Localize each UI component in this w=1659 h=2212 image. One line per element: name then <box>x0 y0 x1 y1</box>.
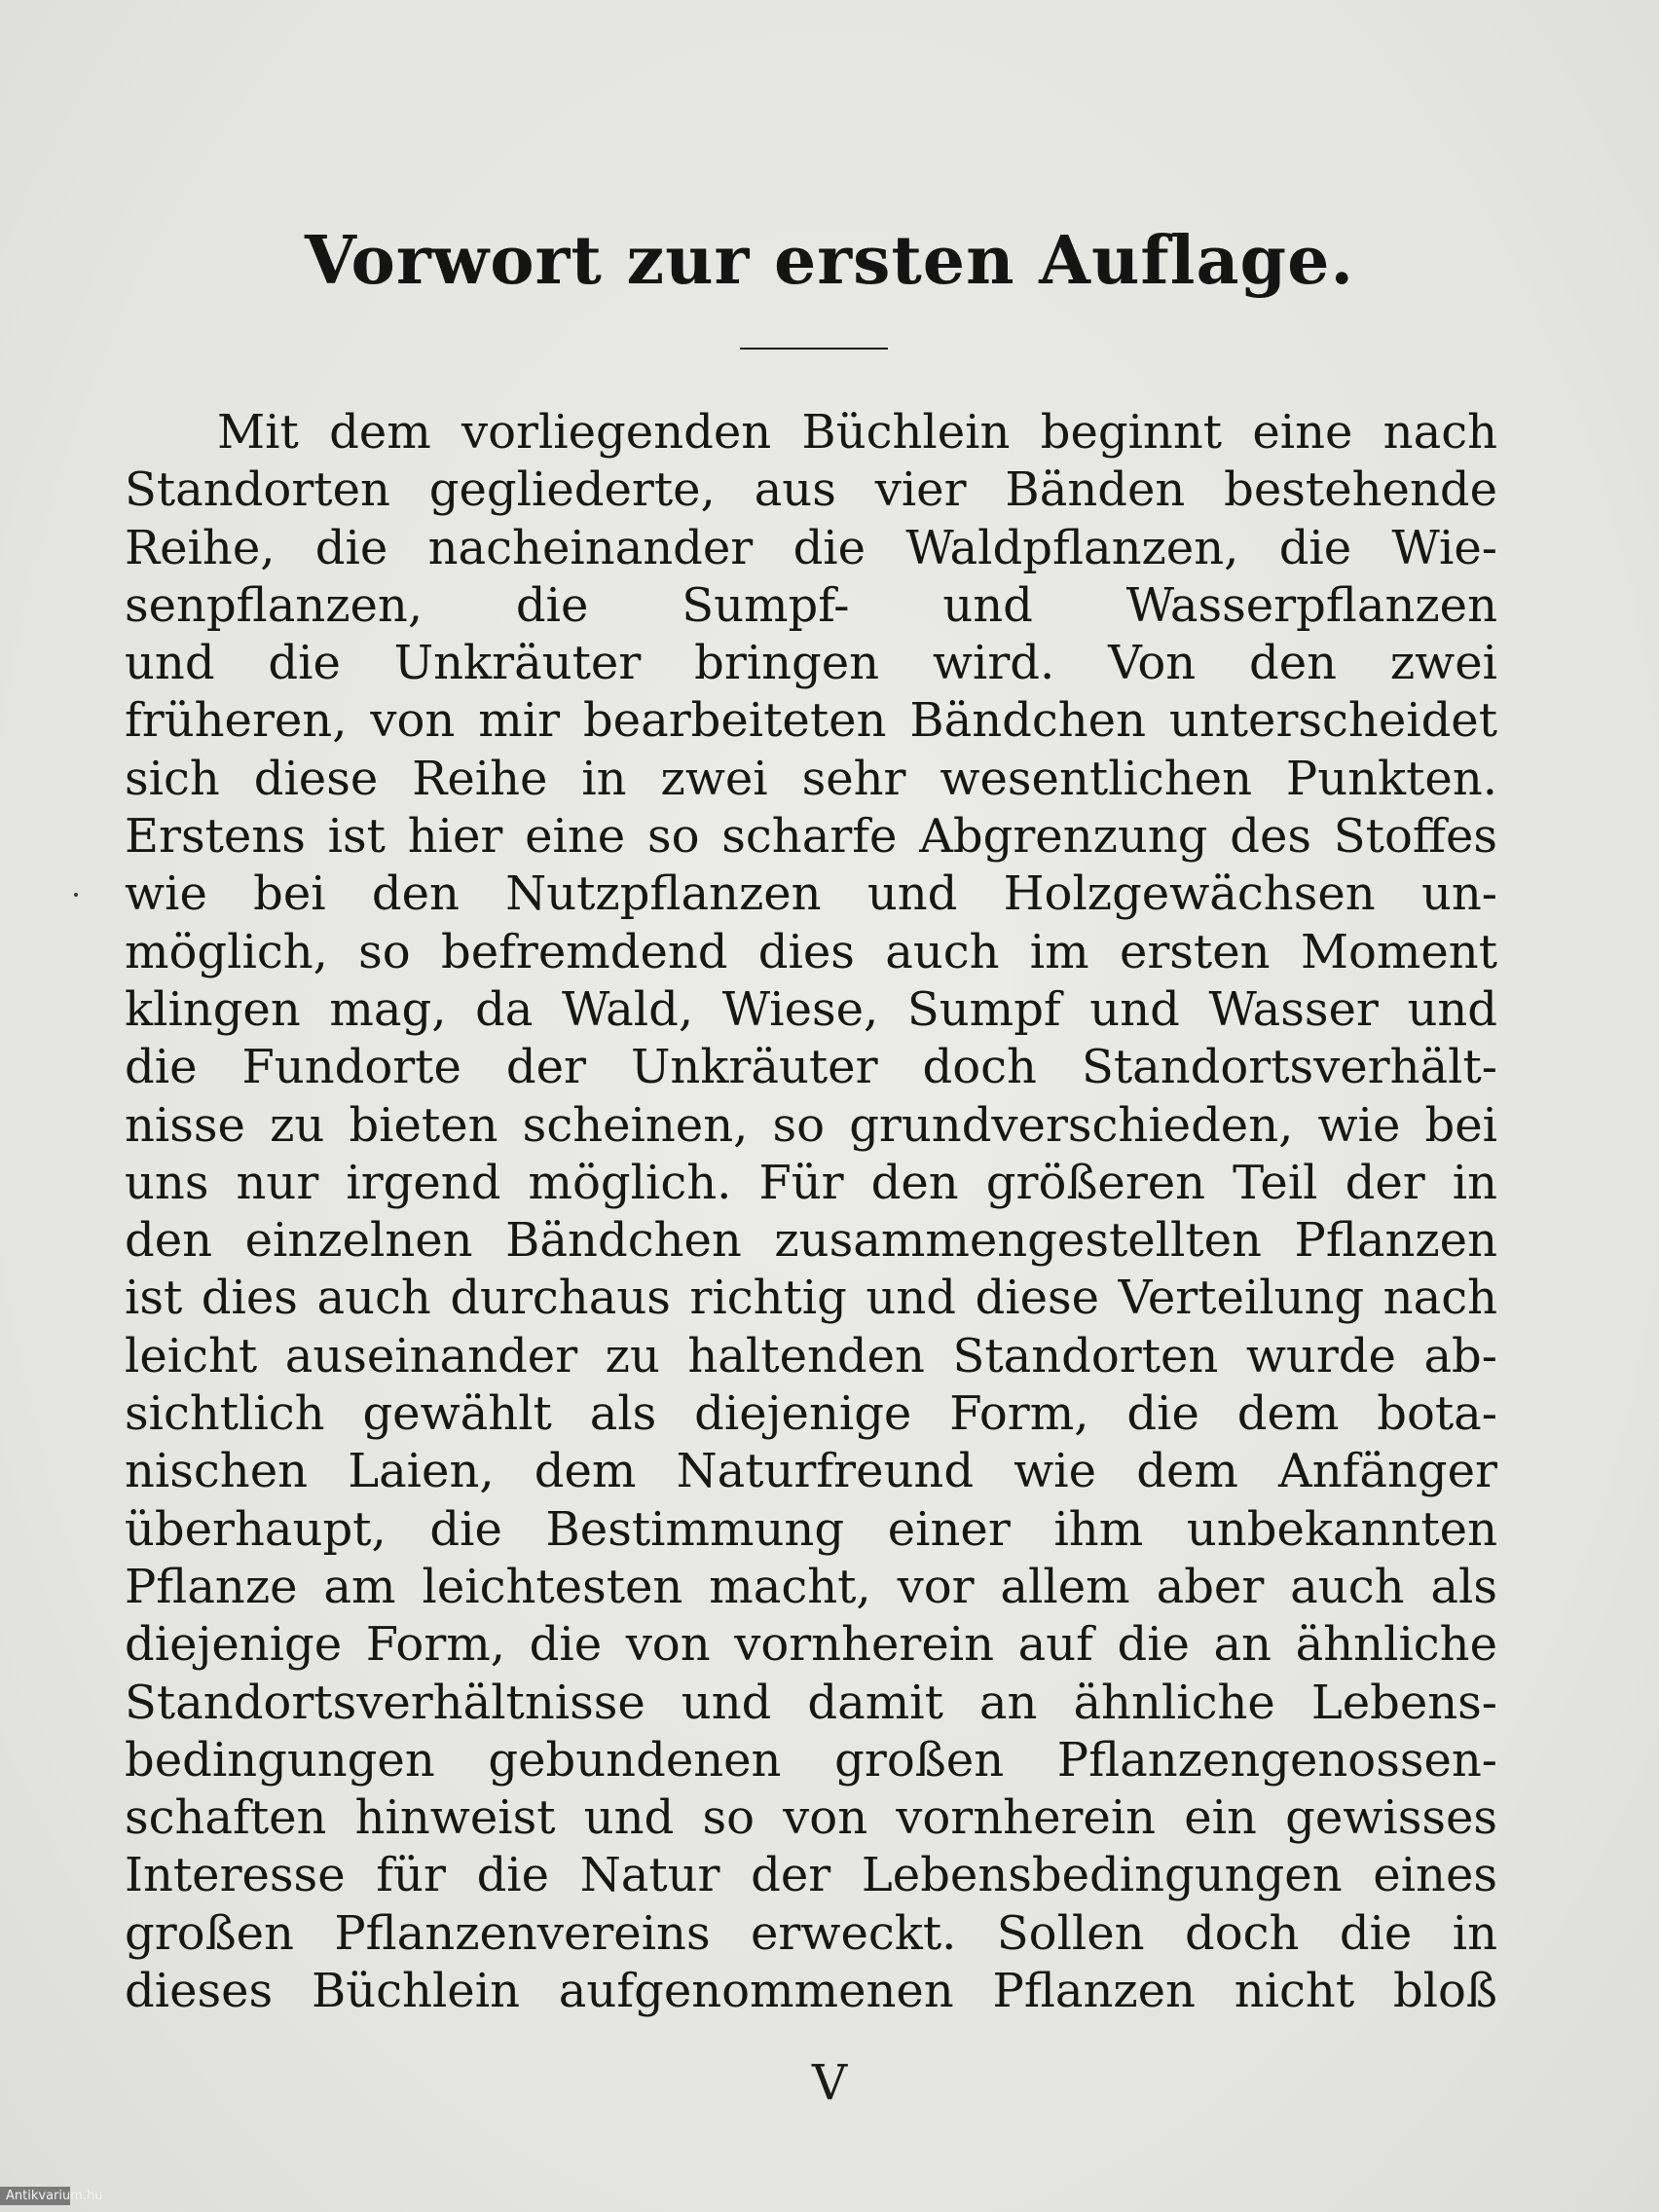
text-line: leicht auseinander zu haltenden Standorten wurde ab- <box>125 1328 1497 1383</box>
margin-dot <box>74 893 78 897</box>
text-line: uns nur irgend möglich. Für den größeren Teil der in <box>125 1155 1497 1210</box>
text-line: schaften hinweist und so von vornherein ein gewisses <box>125 1790 1497 1846</box>
text-line: diejenige Form, die von vornherein auf die an ähnliche <box>125 1617 1497 1673</box>
text-line: Erstens ist hier eine so scharfe Abgrenzung des Stoffes <box>125 809 1497 865</box>
text-line: früheren, von mir bearbeiteten Bändchen unterscheidet <box>125 693 1497 749</box>
text-line: großen Pflanzenvereins erweckt. Sollen doch die in <box>125 1905 1497 1961</box>
text-line: Mit dem vorliegenden Büchlein beginnt eine nach <box>217 405 1497 460</box>
text-line: Interesse für die Natur der Lebensbedingungen eines <box>125 1848 1497 1903</box>
text-line: Standorten gegliederte, aus vier Bänden bestehende <box>125 462 1497 518</box>
text-line: wie bei den Nutzpflanzen und Holzgewächsen un- <box>125 866 1497 922</box>
text-line: Reihe, die nacheinander die Waldpflanzen, die Wie- <box>125 520 1497 575</box>
text-line: die Fundorte der Unkräuter doch Standortsverhält- <box>125 1040 1497 1095</box>
text-line: dieses Büchlein aufgenommenen Pflanzen nicht bloß <box>125 1964 1497 2019</box>
text-line: senpflanzen, die Sumpf- und Wasserpflanzen <box>125 577 1497 633</box>
text-line: überhaupt, die Bestimmung einer ihm unbekannten <box>125 1501 1497 1557</box>
text-line: nischen Laien, dem Naturfreund wie dem Anfänger <box>125 1444 1497 1499</box>
text-line: den einzelnen Bändchen zusammengestellten Pflanzen <box>125 1213 1497 1269</box>
watermark: Antikvarium.hu <box>0 2187 70 2205</box>
text-line: sichtlich gewählt als diejenige Form, die dem bota- <box>125 1386 1497 1442</box>
text-line: nisse zu bieten scheinen, so grundverschieden, wie bei <box>125 1097 1497 1153</box>
text-line: Standortsverhältnisse und damit an ähnliche Lebens- <box>125 1675 1497 1730</box>
text-line: ist dies auch durchaus richtig und diese Verteilung nach <box>125 1271 1497 1326</box>
page-title: Vorwort zur ersten Auflage. <box>304 222 1355 300</box>
text-line: klingen mag, da Wald, Wiese, Sumpf und Wasser und <box>125 981 1497 1037</box>
text-line: und die Unkräuter bringen wird. Von den zwei <box>125 636 1497 691</box>
body-paragraph <box>125 404 1497 2020</box>
page-number: V <box>811 2054 848 2111</box>
text-line: möglich, so befremdend dies auch im ersten Moment <box>125 924 1497 979</box>
text-line: Pflanze am leichtesten macht, vor allem aber auch als <box>125 1559 1497 1614</box>
text-line: sich diese Reihe in zwei sehr wesentlichen Punkten. <box>125 751 1497 806</box>
text-line: bedingungen gebundenen großen Pflanzengenossen- <box>125 1732 1497 1788</box>
title-divider <box>740 348 888 350</box>
